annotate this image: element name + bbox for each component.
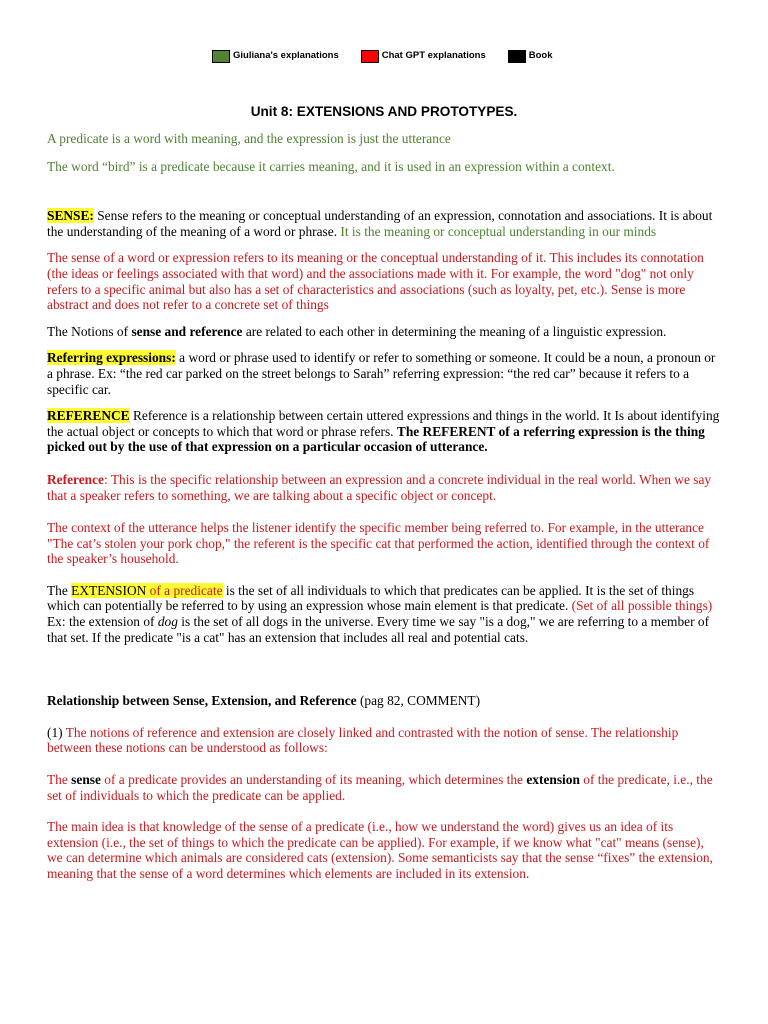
reference-text: Reference is a relationship between certain uttered expressions and things in the world. It Is about identifying the actual object or concepts to which that word or phrase refers. (47, 408, 720, 439)
extension-text-2: Ex: the extension of (47, 614, 158, 630)
referring-text: a word or phrase used to identify or refer to something or someone. It could be a noun, a pronoun or a phrase. Ex: “the red car parked on the street belongs to Sarah” referring expression: “the red car” because it refers to a specific car. (47, 350, 716, 397)
relationship-heading-bold: Relationship between Sense, Extension, and Reference (47, 693, 357, 709)
sense-predicate-paragraph (47, 772, 722, 803)
point-1-text: The notions of reference and extension are closely linked and contrasted with the notion of sense. The relationship between these notions can be understood as follows: (47, 724, 679, 756)
legend-item-giuliana (212, 49, 339, 63)
legend-swatch-red (361, 50, 379, 63)
legend-label: Giuliana's explanations (233, 50, 339, 61)
extension-paragraph (47, 583, 722, 645)
point-1-paragraph (47, 725, 722, 756)
color-legend (212, 49, 552, 63)
page-title: Unit 8: EXTENSIONS AND PROTOTYPES. (250, 104, 518, 119)
extension-text-3: is the set of all dogs in the universe. Every time we say "is a dog," we are referring to a member of that set. If the predicate "is a cat" has an extension that includes all real and potential cats. (47, 614, 710, 645)
notions-paragraph (47, 324, 722, 340)
legend-item-chatgpt (361, 49, 486, 63)
sense-pred-post: of the predicate, i.e., the set of individuals to which the predicate can be applied. (47, 772, 713, 803)
referring-expressions-paragraph (47, 350, 722, 397)
intro-paragraph-2: The word “bird” is a predicate because it carries meaning, and it is used in an expression within a context. (47, 158, 615, 174)
legend-swatch-green (212, 50, 230, 63)
sense-book-text: Sense refers to the meaning or conceptual understanding of an expression, connotation and associations. It is about the understanding of the meaning of a word or phrase. (47, 208, 713, 239)
context-gpt-paragraph: The context of the utterance helps the listener identify the specific member being referred to. For example, in the utterance "The cat’s stolen your pork chop," the referent is the specific cat that performed the action, identified through the context of the speaker’s household. (47, 520, 710, 567)
legend-label: Book (528, 50, 553, 61)
extension-text-1: is the set of all individuals to which that predicates can be applied. It is the set of things which can potentially be referred to by using an expression whose main element is that predicate. (47, 582, 695, 614)
sense-pred-mid: of a predicate provides an understanding of its meaning, which determines the (100, 772, 527, 788)
legend-swatch-black (508, 50, 526, 63)
reference-gpt-text: : This is the specific relationship between an expression and a concrete individual in the real world. When we say that a speaker refers to something, we are talking about a specific object or concept. (47, 471, 712, 503)
sense-pred-pre: The (47, 772, 72, 788)
intro-paragraph-1: A predicate is a word with meaning, and the expression is just the utterance (47, 131, 451, 146)
referent-definition: The REFERENT of a referring expression is the thing picked out by the use of that expression on a particular occasion of utterance. (47, 423, 705, 455)
legend-label: Chat GPT explanations (381, 50, 486, 61)
extension-pre: The (47, 582, 72, 598)
point-1-number: (1) (47, 724, 63, 740)
notions-post: are related to each other in determining the meaning of a linguistic expression. (242, 323, 667, 339)
sense-gpt-paragraph: The sense of a word or expression refers to its meaning or the conceptual understanding of it. This includes its connotation (the ideas or feelings associated with that word) and the associations made with it. For example, the word "dog" not only refers to a specific animal but also has a set of characteristics and associations (such as loyalty, pet, etc.). Sense is more abstract and does not refer to a concrete set of things (47, 250, 704, 313)
main-idea-paragraph: The main idea is that knowledge of the sense of a predicate (i.e., how we understand the word) gives us an idea of its extension (i.e., the set of things to which the predicate can be applied). For example, if we know what "cat" means (sense), we can determine which animals are considered cats (extension). Some semanticists say that the sense “fixes” the extension, meaning that the sense of a word determines which elements are included in its extension. (47, 819, 713, 881)
extension-label-black: EXTENSION (71, 582, 147, 598)
legend-item-book (508, 49, 553, 63)
extension-note: (Set of all possible things) (571, 598, 713, 614)
sense-label: SENSE: (47, 208, 94, 224)
sense-pred-bold-sense: sense (71, 772, 101, 788)
reference-label: REFERENCE (47, 408, 130, 424)
sense-giuliana-text: It is the meaning or conceptual understanding in our minds (337, 223, 657, 239)
referring-label: Referring expressions: (47, 350, 176, 366)
reference-gpt-label: Reference (47, 471, 104, 487)
sense-pred-bold-extension: extension (526, 772, 580, 788)
reference-gpt-paragraph (47, 472, 722, 503)
notions-bold: sense and reference (131, 323, 243, 339)
reference-paragraph (47, 408, 722, 455)
sense-paragraph (47, 208, 722, 239)
extension-label-red: of a predicate (146, 582, 223, 598)
extension-label (71, 583, 222, 598)
document-body (47, 131, 722, 882)
extension-italic: dog (157, 614, 178, 630)
notions-pre: The Notions of (47, 323, 132, 339)
relationship-heading (47, 693, 722, 709)
relationship-heading-plain: (pag 82, COMMENT) (356, 693, 481, 709)
